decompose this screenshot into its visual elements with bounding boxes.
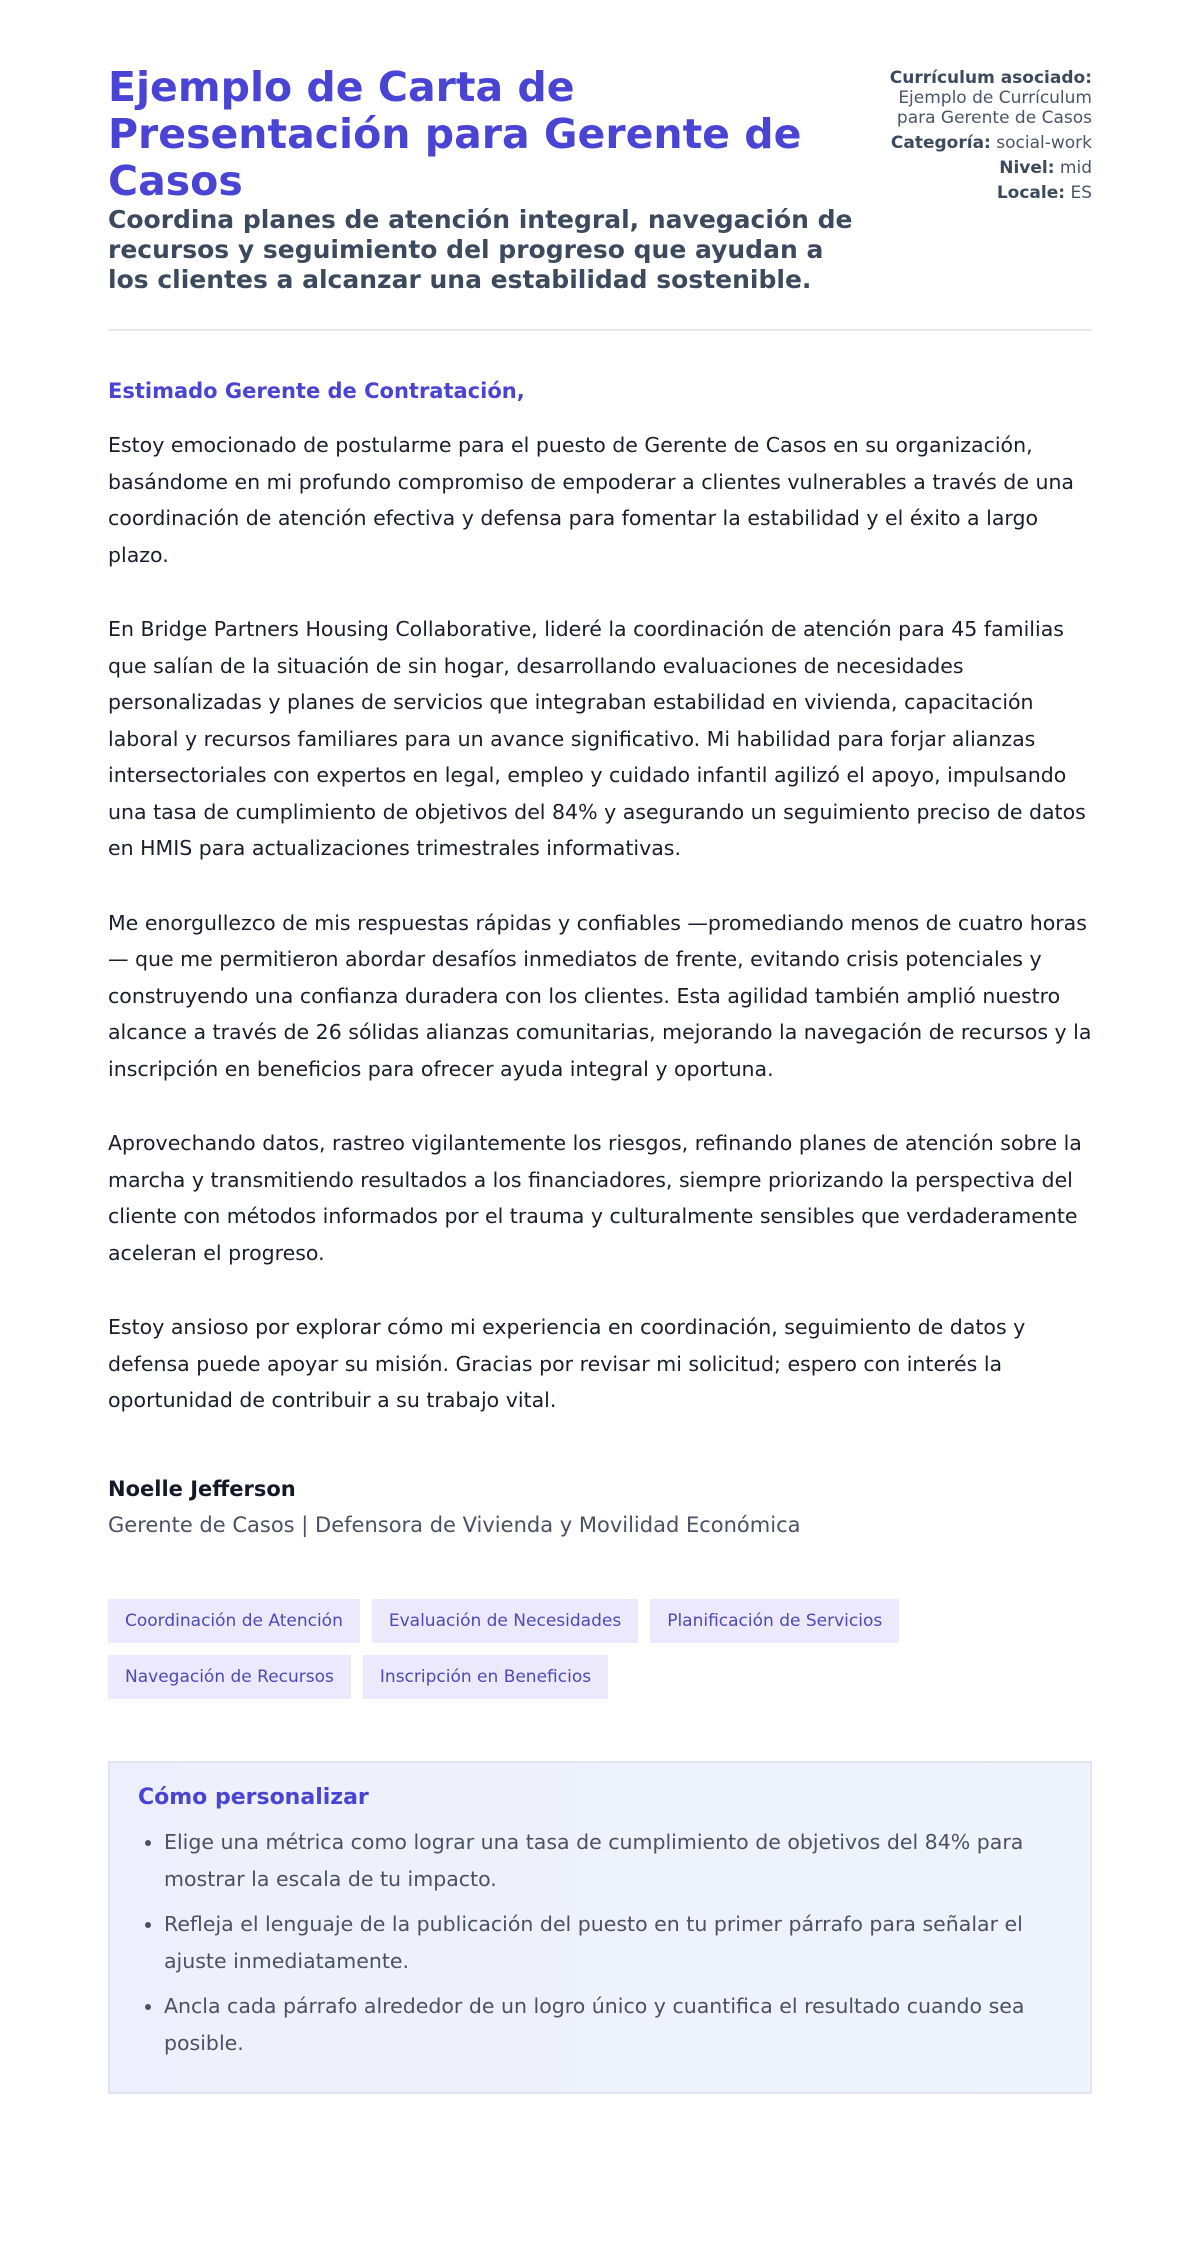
- meta-level-value: mid: [1059, 158, 1092, 178]
- letter-paragraph: Aprovechando datos, rastreo vigilantemente los riesgos, refinando planes de atención sobre la marcha y transmitiendo resultados a los financiadores, siempre priorizando la perspectiva del cliente con métodos informados por el trauma y culturalmente sensibles que verdaderamente aceleran el progreso.: [108, 1131, 1082, 1265]
- meta-resume: [856, 68, 1092, 128]
- meta-category: [856, 133, 1092, 153]
- meta-panel: [856, 68, 1092, 208]
- meta-level: [856, 158, 1092, 178]
- meta-level-label: Nivel:: [999, 158, 1055, 178]
- skill-tag: Navegación de Recursos: [108, 1655, 351, 1699]
- header: [108, 64, 1092, 295]
- customization-tips-box: [108, 1761, 1092, 2094]
- header-titles: [108, 64, 856, 295]
- meta-locale-label: Locale:: [996, 183, 1066, 203]
- meta-resume-value: Ejemplo de Currículum para Gerente de Casos: [896, 88, 1092, 128]
- meta-category-label: Categoría:: [890, 133, 991, 153]
- letter-paragraph: Estoy ansioso por explorar cómo mi experiencia en coordinación, seguimiento de datos y defensa puede apoyar su misión. Gracias por revisar mi solicitud; espero con interés la oportunidad de contribuir a su trabajo vital.: [108, 1315, 1026, 1412]
- meta-resume-label: Currículum asociado:: [889, 68, 1092, 88]
- meta-category-value: social-work: [996, 133, 1092, 153]
- letter-paragraph: Estoy emocionado de postularme para el puesto de Gerente de Casos en su organización, basándome en mi profundo compromiso de empoderar a clientes vulnerables a través de una coordinación de atención efectiva y defensa para fomentar la estabilidad y el éxito a largo plazo.: [108, 433, 1074, 567]
- tip-item: • Refleja el lenguaje de la publicación del puesto en tu primer párrafo para señalar el ajuste inmediatamente.: [164, 1906, 1062, 1980]
- tip-item: • Elige una métrica como lograr una tasa de cumplimiento de objetivos del 84% para mostrar la escala de tu impacto.: [164, 1824, 1062, 1898]
- tips-title: Cómo personalizar: [138, 1784, 369, 1810]
- greeting: Estimado Gerente de Contratación,: [108, 379, 525, 403]
- letter-paragraph: En Bridge Partners Housing Collaborative, lideré la coordinación de atención para 45 familias que salían de la situación de sin hogar, desarrollando evaluaciones de necesidades personalizadas y planes de servicios que integraban estabilidad en vivienda, capacitación laboral y recursos familiares para un avance significativo. Mi habilidad para forjar alianzas intersectoriales con expertos en legal, empleo y cuidado infantil agilizó el apoyo, impulsando una tasa de cumplimiento de objetivos del 84% y asegurando un seguimiento preciso de datos en HMIS para actualizaciones trimestrales informativas.: [108, 617, 1086, 860]
- skill-tag: Evaluación de Necesidades: [372, 1599, 638, 1643]
- letter-body: [108, 379, 1092, 1419]
- tip-item: • Ancla cada párrafo alrededor de un logro único y cuantifica el resultado cuando sea posible.: [164, 1988, 1062, 2062]
- signature: [108, 1477, 1092, 1537]
- tips-list: [138, 1824, 1062, 2062]
- meta-locale: [856, 183, 1092, 203]
- skill-tag: Inscripción en Beneficios: [363, 1655, 608, 1699]
- header-divider: [108, 329, 1092, 331]
- signature-name: Noelle Jefferson: [108, 1476, 296, 1501]
- page-title: Ejemplo de Carta de Presentación para Gerente de Casos: [108, 63, 802, 205]
- signature-title: Gerente de Casos | Defensora de Vivienda y Movilidad Económica: [108, 1512, 801, 1537]
- skill-tag: Coordinación de Atención: [108, 1599, 360, 1643]
- letter-paragraph: Me enorgullezco de mis respuestas rápidas y confiables —promediando menos de cuatro horas— que me permitieron abordar desafíos inmediatos de frente, evitando crisis potenciales y construyendo una confianza duradera con los clientes. Esta agilidad también amplió nuestro alcance a través de 26 sólidas alianzas comunitarias, mejorando la navegación de recursos y la inscripción en beneficios para ofrecer ayuda integral y oportuna.: [108, 910, 1092, 1081]
- page-subtitle: Coordina planes de atención integral, navegación de recursos y seguimiento del progreso que ayudan a los clientes a alcanzar una estabilidad sostenible.: [108, 205, 853, 294]
- skill-tags: [108, 1599, 968, 1699]
- meta-locale-value: ES: [1070, 183, 1092, 203]
- skill-tag: Planificación de Servicios: [650, 1599, 899, 1643]
